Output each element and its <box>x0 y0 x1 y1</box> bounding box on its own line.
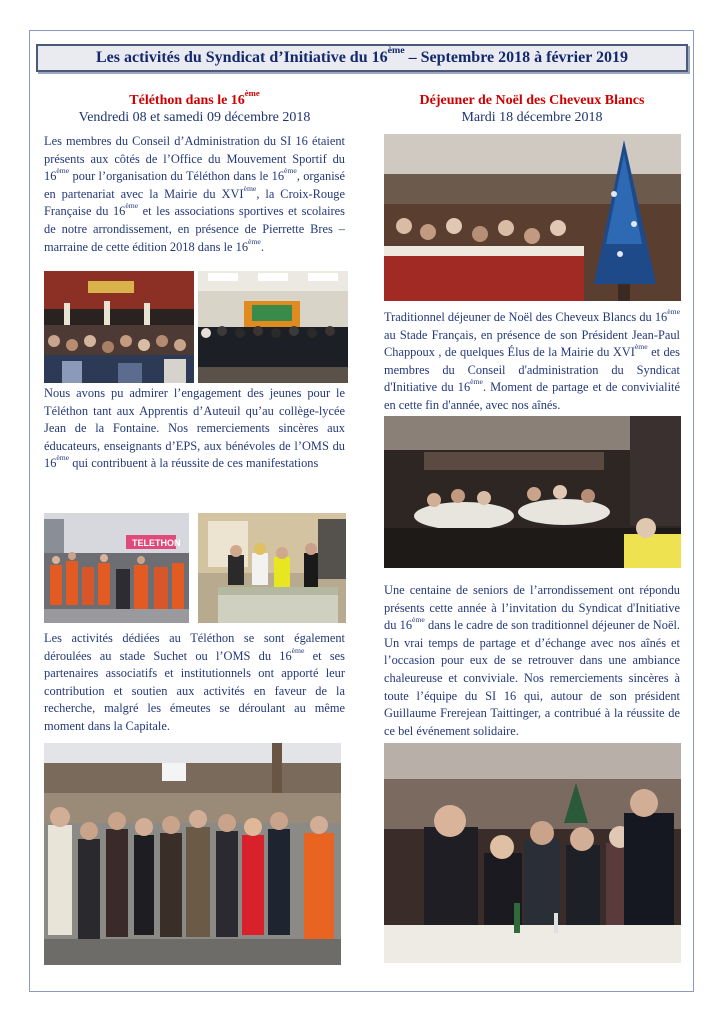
dejeuner-date: Mardi 18 décembre 2018 <box>461 110 603 125</box>
photo-telethon-stadium-volunteers <box>44 513 189 623</box>
dejeuner-heading: Déjeuner de Noël des Cheveux Blancs Mardi 18 décembre 2018 <box>384 92 680 126</box>
photo-dejeuner-tables <box>384 416 681 568</box>
photo-dejeuner-guests <box>384 743 681 963</box>
photo-telethon-assembly <box>44 271 194 383</box>
photo-telethon-gym <box>198 271 348 383</box>
telethon-paragraph-2: Nous avons pu admirer l’engagement des jeunes pour le Téléthon tant aux Apprentis d’Auteuil qu’au collège-lycée Jean de la Fontaine. Nos remerciements sincères aux éducateurs, enseignants d’EPS, aux bénévoles de l’OMS du 16ème qui contribuent à la réussite de ces manifestations <box>44 386 345 471</box>
telethon-banner-text: TELETHON <box>132 538 181 548</box>
telethon-paragraph-3: Les activités dédiées au Téléthon se sont également déroulées au stade Suchet ou l’OMS du 16ème et ses partenaires associatifs et institutionnels ont apporté leur contribution et soutien aux activités en faveur de la recherche, malgré les émeutes se déroulant au même moment dans la Capitale. <box>44 631 346 733</box>
photo-dejeuner-hall-tree <box>384 134 681 301</box>
page-title: Les activités du Syndicat d’Initiative du 16ème – Septembre 2018 à février 2019 <box>96 45 628 66</box>
dejeuner-paragraph-2: Une centaine de seniors de l’arrondissement ont répondu présents cette année à l’invitation du Syndicat d'Initiative du 16ème dans le cadre de son traditionnel déjeuner de Noël. Un vrai temps de partage et d’échange avec nos aînés et l’occasion pour eux de se retrouver dans une ambiance chaleureuse et conviviale. Nos remerciements sincères à toute l’équipe du SI 16 qui, autour de son président Guillaume Frerejean Taittinger, a contribué à la réussite de ce bel événement solidaire. <box>384 583 680 738</box>
telethon-date: Vendredi 08 et samedi 09 décembre 2018 <box>78 110 311 125</box>
telethon-heading: Téléthon dans le 16ème Vendredi 08 et samedi 09 décembre 2018 <box>44 92 345 126</box>
dejeuner-paragraph-1: Traditionnel déjeuner de Noël des Cheveux Blancs du 16ème au Stade Français, en présence de son Président Jean-Paul Chappoux , de quelques Élus de la Mairie du XVIème et des membres du Conseil d'administration du Syndicat d'Initiative du 16ème. Moment de partage et de convivialité en cette fin d'année, avec nos aînés. <box>384 306 681 412</box>
photo-telethon-stand <box>198 513 346 623</box>
telethon-paragraph-1: Les membres du Conseil d’Administration du SI 16 étaient présents aux côtés de l’Office du Mouvement Sportif du 16ème pour l’organisation du Téléthon dans le 16ème, organisé en partenariat avec la Mairie du XVIème, la Croix-Rouge Française du 16ème et les associations sportives et scolaires de notre arrondissement, en présence de Pierrette Bres – marraine de cette édition 2018 dans le 16ème. <box>44 134 346 254</box>
page-title-bar <box>36 44 688 72</box>
photo-telethon-group <box>44 743 341 965</box>
